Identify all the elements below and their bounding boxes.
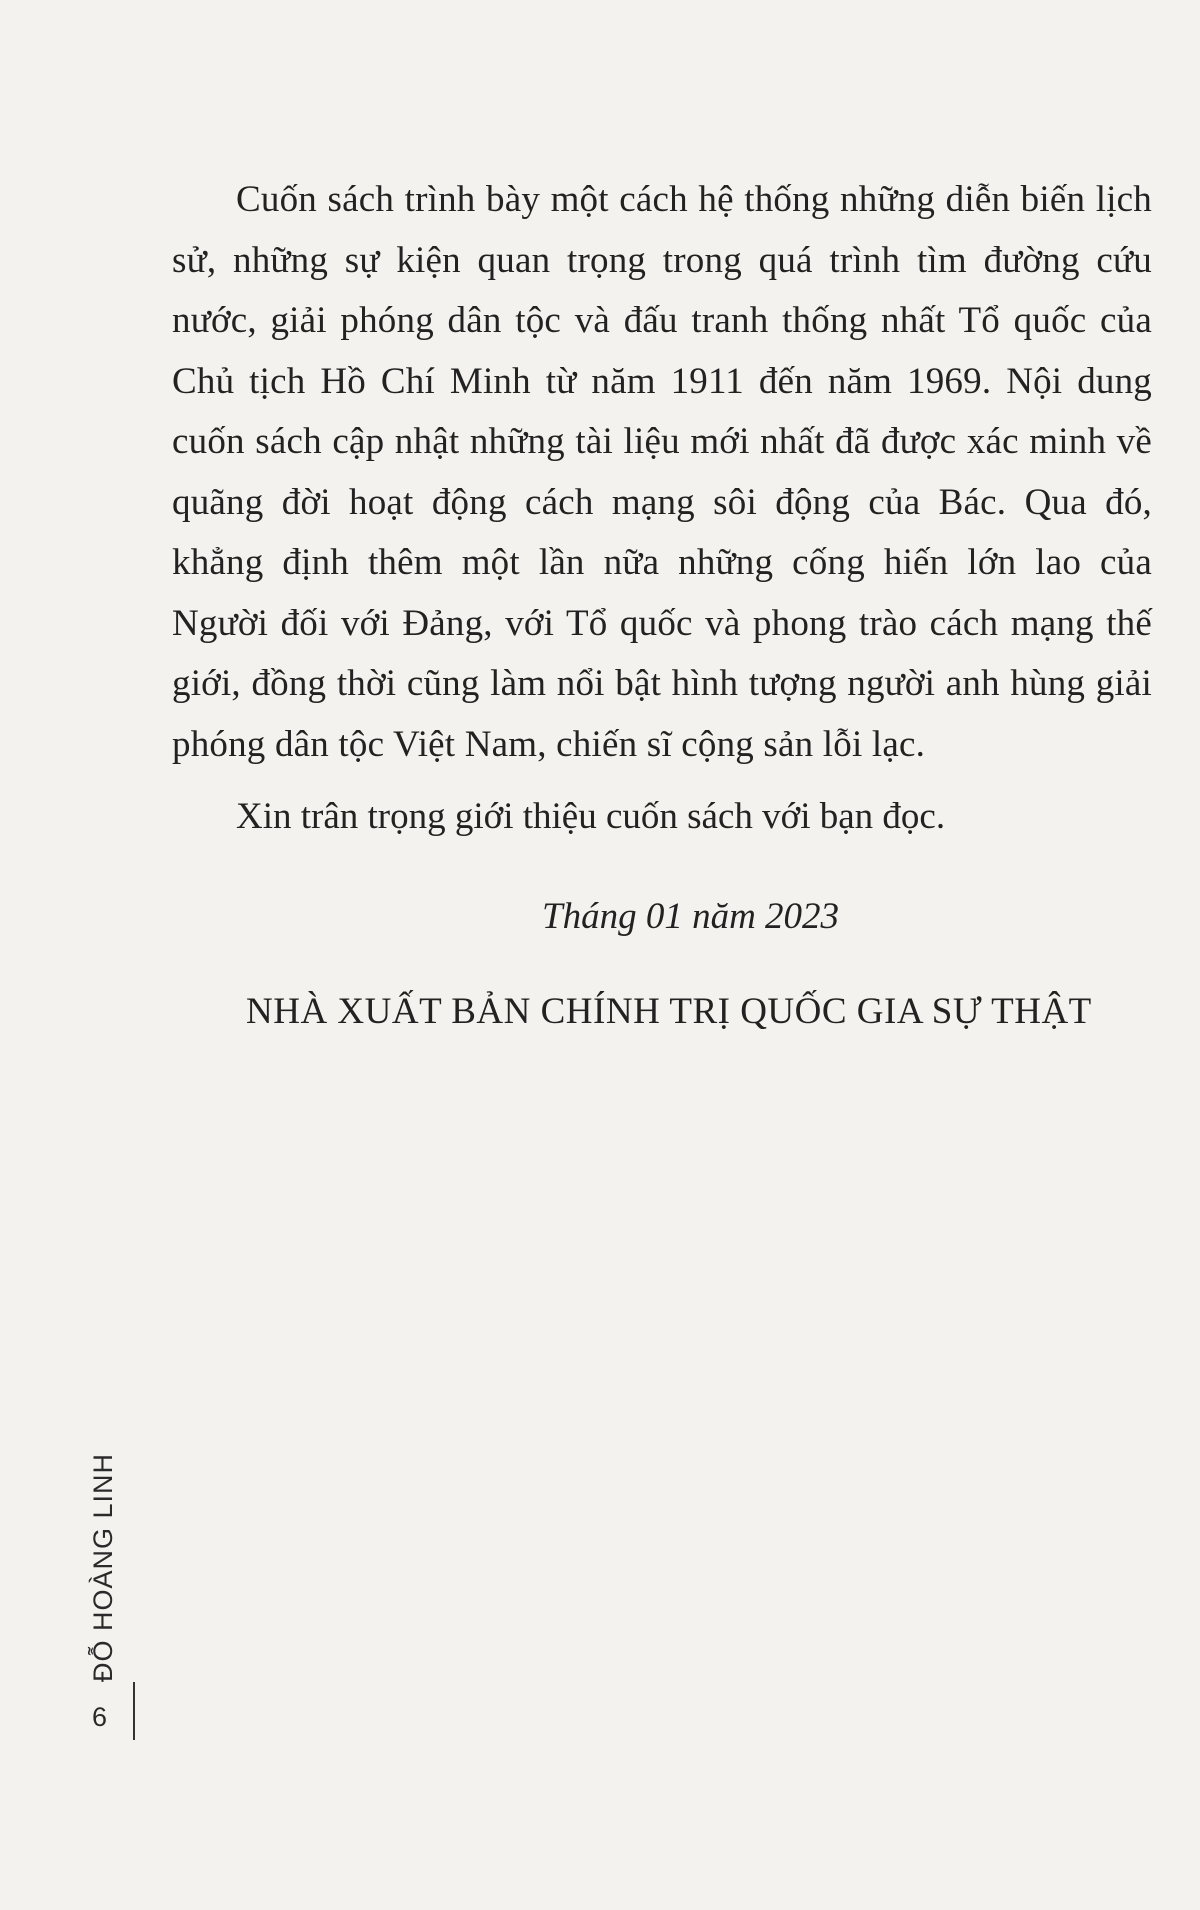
folio-divider <box>133 1682 135 1740</box>
date-line: Tháng 01 năm 2023 <box>542 896 840 937</box>
body-text <box>172 170 1152 848</box>
page-number: 6 <box>92 1702 108 1732</box>
author-name: ĐỖ HOÀNG LINH <box>88 1452 118 1682</box>
paragraph-intro: Cuốn sách trình bày một cách hệ thống những diễn biến lịch sử, những sự kiện quan trọng trong quá trình tìm đường cứu nước, giải phóng dân tộc và đấu tranh thống nhất Tổ quốc của Chủ tịch Hồ Chí Minh từ năm 1911 đến năm 1969. Nội dung cuốn sách cập nhật những tài liệu mới nhất đã được xác minh về quãng đời hoạt động cách mạng sôi động của Bác. Qua đó, khẳng định thêm một lần nữa những cống hiến lớn lao của Người đối với Đảng, với Tổ quốc và phong trào cách mạng thế giới, đồng thời cũng làm nổi bật hình tượng người anh hùng giải phóng dân tộc Việt Nam, chiến sĩ cộng sản lỗi lạc. <box>172 179 1152 765</box>
paragraph-closing: Xin trân trọng giới thiệu cuốn sách với bạn đọc. <box>236 796 946 837</box>
publisher-signature: NHÀ XUẤT BẢN CHÍNH TRỊ QUỐC GIA SỰ THẬT <box>246 991 1092 1032</box>
